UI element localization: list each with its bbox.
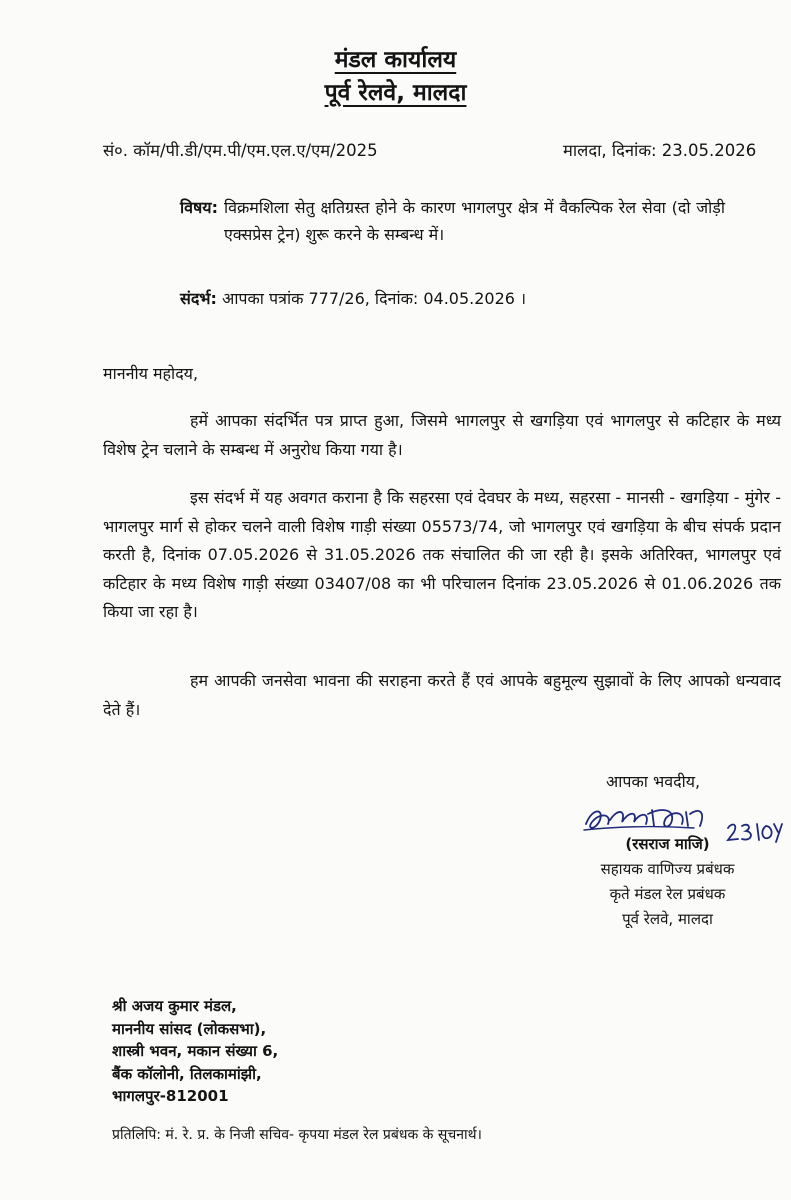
signatory-office: पूर्व रेलवे, मालदा — [622, 910, 713, 928]
signatory-designation: सहायक वाणिज्य प्रबंधक — [600, 860, 735, 878]
signatory-name: (रसराज माजि) — [625, 835, 710, 853]
closing: आपका भवदीय, — [606, 772, 701, 791]
reference-number: सं०. कॉम/पी.डी/एम.पी/एम.एल.ए/एम/2025 — [103, 141, 378, 160]
subject-text: विक्रमशिला सेतु क्षतिग्रस्त होने के कारण भागलपुर क्षेत्र में वैकल्पिक रेल सेवा (दो जोड़ी एक्सप्रेस ट्रेन) शुरू करने के सम्बन्ध में। — [223, 198, 725, 244]
recipient-line: बैंक कॉलोनी, तिलकामांझी, — [112, 1064, 262, 1083]
paragraph-2: इस संदर्भ में यह अवगत कराना है कि सहरसा एवं देवघर के मध्य, सहरसा - मानसी - खगड़िया - मुंगेर - भागलपुर मार्ग से होकर चलने वाली विशेष गाड़ी संख्या 05573/74, जो भागलपुर एवं खगड़िया के बीच संपर्क प्रदान करती है, दिनांक 07.05.2026 से 31.05.2026 तक संचालित की जा रही है। इसके अतिरिक्त, भागलपुर एवं कटिहार के मध्य विशेष गाड़ी संख्या 03407/08 का भी परिचालन दिनांक 23.05.2026 से 01.06.2026 तक किया जा रहा है। — [103, 488, 781, 621]
paragraph-3: हम आपकी जनसेवा भावना की सराहना करते हैं एवं आपके बहुमूल्य सुझावों के लिए आपको धन्यवाद देते हैं। — [103, 671, 781, 719]
recipient-line: श्री अजय कुमार मंडल, — [112, 997, 237, 1015]
railway-title: पूर्व रेलवे, मालदा — [324, 80, 467, 106]
reference-label: संदर्भ: — [180, 289, 217, 308]
letter-date: मालदा, दिनांक: 23.05.2026 — [563, 141, 757, 160]
subject-block — [180, 194, 725, 248]
recipient-line: माननीय सांसद (लोकसभा), — [112, 1019, 267, 1038]
copy-to: प्रतिलिपि: मं. रे. प्र. के निजी सचिव- कृपया मंडल रेल प्रबंधक के सूचनार्थ। — [112, 1127, 482, 1143]
recipient-line: शास्त्री भवन, मकान संख्या 6, — [112, 1042, 279, 1060]
signatory-on-behalf: कृते मंडल रेल प्रबंधक — [609, 885, 726, 903]
signatory-block — [580, 832, 755, 932]
reference-block — [180, 287, 526, 309]
recipient-address — [112, 995, 278, 1108]
recipient-line: भागलपुर-812001 — [112, 1087, 229, 1105]
reference-text: आपका पत्रांक 777/26, दिनांक: 04.05.2026 । — [222, 289, 527, 308]
salutation: माननीय महोदय, — [103, 364, 199, 383]
paragraph-1: हमें आपका संदर्भित पत्र प्राप्त हुआ, जिसमे भागलपुर से खगड़िया एवं भागलपुर से कटिहार के मध्य विशेष ट्रेन चलाने के सम्बन्ध में अनुरोध किया गया है। — [103, 411, 781, 459]
office-title: मंडल कार्यालय — [334, 47, 457, 73]
subject-label: विषय: — [180, 198, 218, 217]
